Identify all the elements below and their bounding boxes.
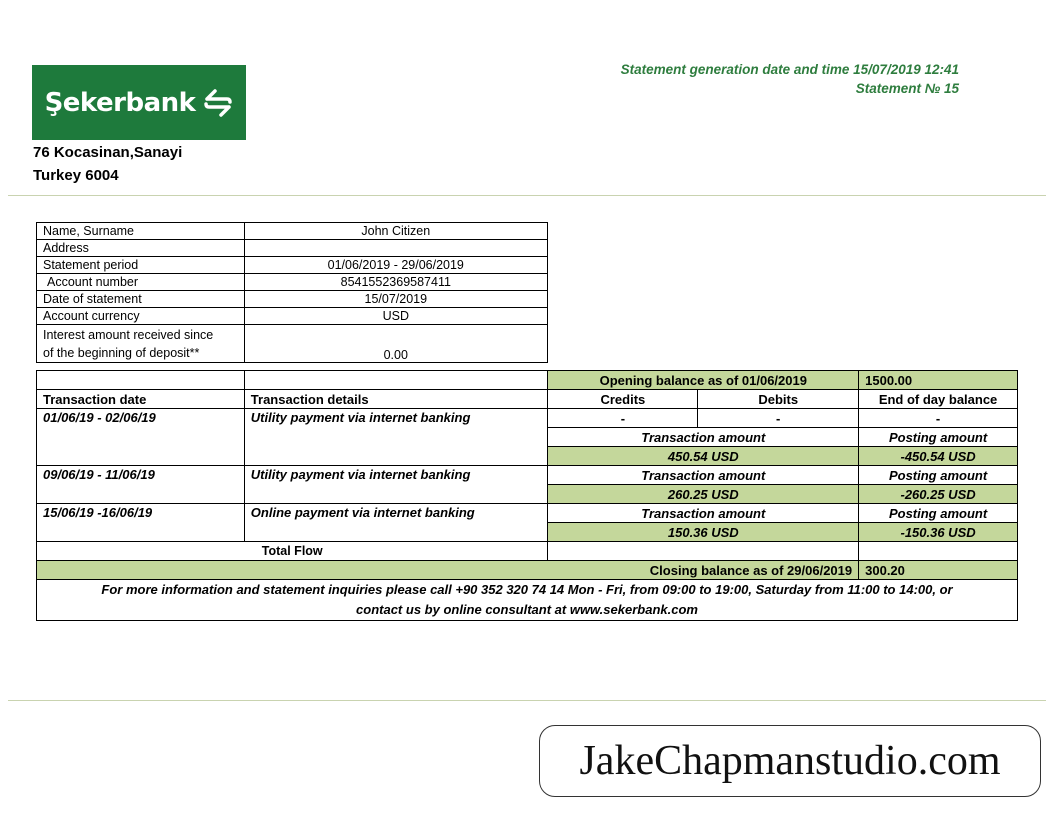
eod-value: - <box>859 409 1018 428</box>
interest-label-2: of the beginning of deposit** <box>43 346 200 360</box>
footer-note-row <box>37 580 1018 621</box>
info-value: 0.00 <box>244 325 547 363</box>
posting-amount-label: Posting amount <box>859 428 1018 447</box>
transaction-amount: 260.25 USD <box>548 485 859 504</box>
interest-label-1: Interest amount received since <box>43 328 214 342</box>
total-flow-label: Total Flow <box>37 542 548 561</box>
closing-balance-row <box>37 561 1018 580</box>
credit-value: - <box>548 409 698 428</box>
info-label: Statement period <box>37 257 245 274</box>
footer-note <box>37 580 1018 621</box>
transaction-amount-label: Transaction amount <box>548 466 859 485</box>
bank-logo-icon <box>203 88 233 118</box>
posting-amount-label: Posting amount <box>859 466 1018 485</box>
info-value: John Citizen <box>244 223 547 240</box>
info-label: Name, Surname <box>37 223 245 240</box>
posting-amount: -260.25 USD <box>859 485 1018 504</box>
posting-amount: -450.54 USD <box>859 447 1018 466</box>
debit-value: - <box>698 409 859 428</box>
bank-name: Şekerbank <box>44 87 196 118</box>
transaction-date: 01/06/19 - 02/06/19 <box>37 409 245 466</box>
transactions-table <box>36 370 1018 621</box>
footer-note-line-1: For more information and statement inquiries please call +90 352 320 74 14 Mon - Fri, from 09:00 to 19:00, Saturday from 11:00 to 14:00, or <box>101 582 953 597</box>
info-row <box>37 308 548 325</box>
info-label: Account number <box>37 274 245 291</box>
info-row <box>37 223 548 240</box>
opening-balance-row <box>37 371 1018 390</box>
info-row <box>37 291 548 308</box>
opening-balance-label: Opening balance as of 01/06/2019 <box>548 371 859 390</box>
info-label: Account currency <box>37 308 245 325</box>
info-row <box>37 240 548 257</box>
closing-balance-label: Closing balance as of 29/06/2019 <box>37 561 859 580</box>
opening-balance-value: 1500.00 <box>859 371 1018 390</box>
bank-logo <box>32 65 246 140</box>
statement-number: Statement № 15 <box>855 81 959 96</box>
table-row <box>37 409 1018 428</box>
col-end-of-day-balance: End of day balance <box>859 390 1018 409</box>
posting-amount-label: Posting amount <box>859 504 1018 523</box>
posting-amount: -150.36 USD <box>859 523 1018 542</box>
address-line-1: 76 Kocasinan,Sanayi <box>33 144 183 161</box>
transaction-amount: 150.36 USD <box>548 523 859 542</box>
total-flow-row <box>37 542 1018 561</box>
info-row <box>37 325 548 363</box>
info-row <box>37 257 548 274</box>
transaction-details: Online payment via internet banking <box>244 504 548 542</box>
transaction-date: 15/06/19 -16/06/19 <box>37 504 245 542</box>
transaction-amount-label: Transaction amount <box>548 504 859 523</box>
column-header-row <box>37 390 1018 409</box>
info-value <box>244 240 547 257</box>
transaction-details: Utility payment via internet banking <box>244 466 548 504</box>
closing-balance-value: 300.20 <box>859 561 1018 580</box>
col-transaction-date: Transaction date <box>37 390 245 409</box>
divider-top <box>8 195 1046 196</box>
watermark: JakeChapmanstudio.com <box>539 725 1041 797</box>
info-value: 8541552369587411 <box>244 274 547 291</box>
table-row <box>37 504 1018 523</box>
divider-bottom <box>8 700 1046 701</box>
address-line-2: Turkey 6004 <box>33 167 119 184</box>
generation-datetime: Statement generation date and time 15/07/2019 12:41 <box>620 62 959 77</box>
info-value: 01/06/2019 - 29/06/2019 <box>244 257 547 274</box>
col-transaction-details: Transaction details <box>244 390 548 409</box>
col-credits: Credits <box>548 390 698 409</box>
info-value: 15/07/2019 <box>244 291 547 308</box>
col-debits: Debits <box>698 390 859 409</box>
footer-note-line-2: contact us by online consultant at www.sekerbank.com <box>356 602 698 617</box>
transaction-date: 09/06/19 - 11/06/19 <box>37 466 245 504</box>
info-label: Date of statement <box>37 291 245 308</box>
table-row <box>37 466 1018 485</box>
customer-info-table <box>36 222 548 363</box>
transaction-amount: 450.54 USD <box>548 447 859 466</box>
transaction-details: Utility payment via internet banking <box>244 409 548 466</box>
transaction-amount-label: Transaction amount <box>548 428 859 447</box>
info-row <box>37 274 548 291</box>
info-label: Address <box>37 240 245 257</box>
info-value: USD <box>244 308 547 325</box>
info-label <box>37 325 245 363</box>
